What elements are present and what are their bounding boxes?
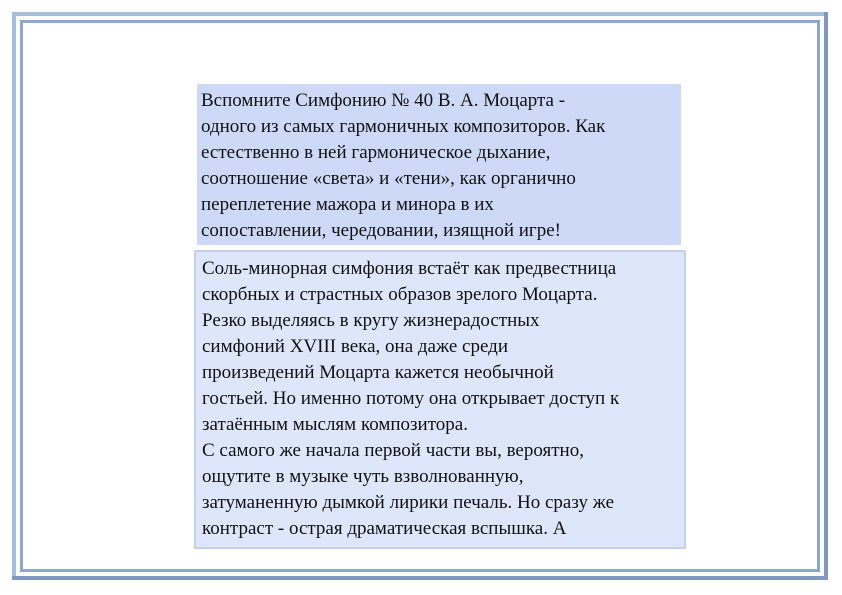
description-text-box: Соль-минорная симфония встаёт как предвестница скорбных и страстных образов зрелого Моцарта. Резко выделяясь в кругу жизнерадостных симфоний XVIII века, она даже среди произведений Моцарта кажется необычной гостьей. Но именно потому она открывает доступ к затаённым мыслям композитора. С самого же начала первой части вы, вероятно, ощутите в музыке чуть взволнованную, затуманенную дымкой лирики печаль. Но сразу же контраст - острая драматическая вспышка. А xyxy=(194,250,686,549)
intro-text-box: Вспомните Симфонию № 40 В. А. Моцарта - одного из самых гармоничных композиторов. Как естественно в ней гармоническое дыхание, соотношение «света» и «тени», как органично переплетение мажора и минора в их сопоставлении, чередовании, изящной игре! xyxy=(197,84,681,245)
